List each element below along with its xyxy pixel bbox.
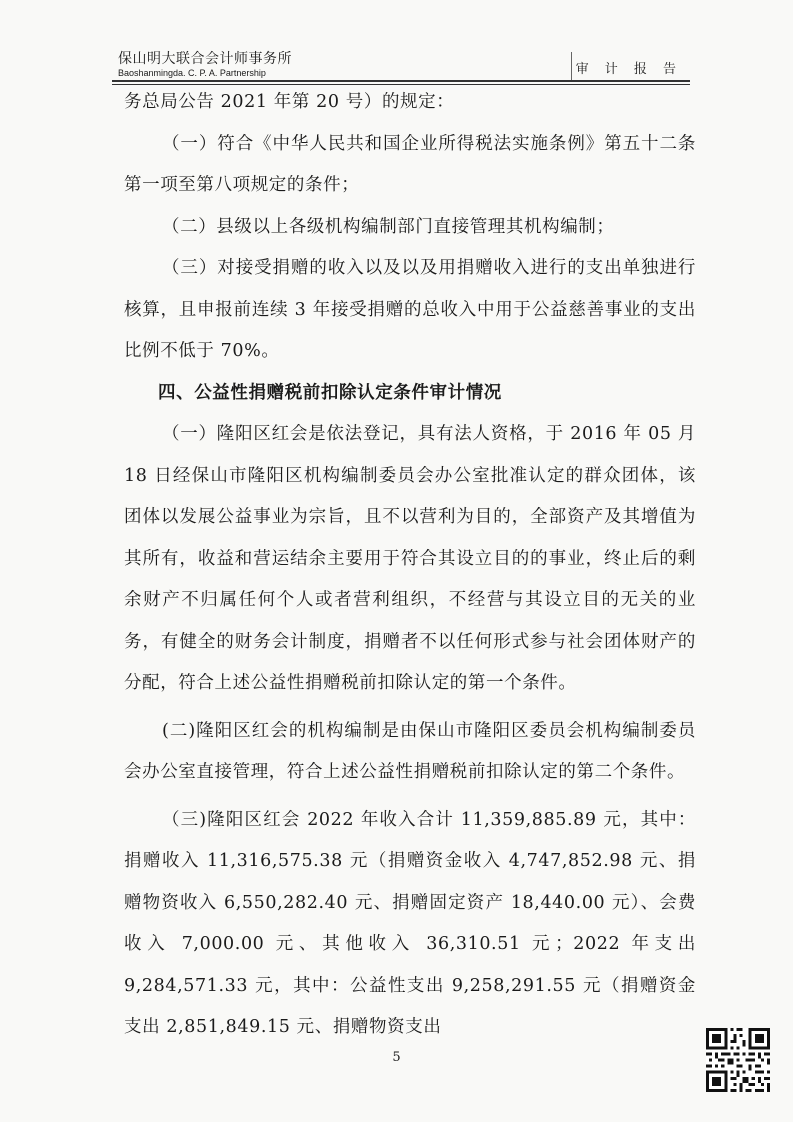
header-divider	[571, 52, 572, 82]
section-heading: 四、公益性捐赠税前扣除认定条件审计情况	[158, 382, 502, 403]
report-type-label: 审 计 报 告	[575, 62, 682, 77]
condition-1: （一）符合《中华人民共和国企业所得税法实施条例》第五十二条第一项至第八项规定的条件；	[124, 133, 696, 195]
audit-finding-1: （一）隆阳区红会是依法登记，具有法人资格，于 2016 年 05 月 18 日经保山市隆阳区机构编制委员会办公室批准认定的群众团体，该团体以发展公益事业为宗旨，且不以营利为目的，全部资产及其增值为其所有，收益和营运结余主要用于符合其设立目的的事业，终止后的剩余财产不归属任何个人或者营利组织，不经营与其设立目的无关的业务，有健全的财务会计制度，捐赠者不以任何形式参与社会团体财产的分配，符合上述公益性捐赠税前扣除认定的第一个条件。	[124, 424, 696, 693]
condition-3: （三）对接受捐赠的收入以及以及用捐赠收入进行的支出单独进行核算，且申报前连续 3 年接受捐赠的总收入中用于公益慈善事业的支出比例不低于 70%。	[124, 258, 696, 361]
condition-2: （二）县级以上各级机构编制部门直接管理其机构编制；	[162, 216, 615, 237]
audit-finding-2: (二)隆阳区红会的机构编制是由保山市隆阳区委员会机构编制委员会办公室直接管理，符合上述公益性捐赠税前扣除认定的第二个条件。	[124, 720, 696, 782]
firm-name-chinese: 保山明大联合会计师事务所	[118, 51, 292, 67]
paragraph-continuation: 务总局公告 2021 年第 20 号）的规定：	[124, 92, 455, 112]
page-number: 5	[392, 1050, 401, 1065]
firm-name-english: Baoshanmingda. C. P. A. Partnership	[118, 68, 266, 78]
document-body	[124, 82, 696, 1049]
qr-code-icon	[706, 1028, 770, 1092]
audit-finding-3: （三)隆阳区红会 2022 年收入合计 11,359,885.89 元，其中：捐赠收入 11,316,575.38 元（捐赠资金收入 4,747,852.98 元、捐赠物资收入 6,550,282.40 元、捐赠固定资产 18,440.00 元）、会费收入 7,000.00 元、其他收入 36,310.51 元；2022 年支出 9,284,571.33 元，其中：公益性支出 9,258,291.55 元（捐赠资金支出 2,851,849.15 元、捐赠物资支出	[124, 809, 696, 1037]
